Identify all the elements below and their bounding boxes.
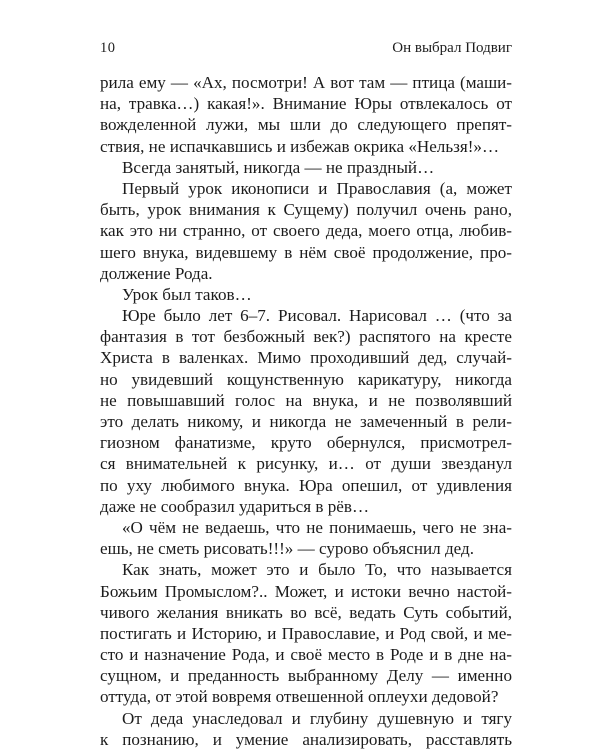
running-title: Он выбрал Подвиг bbox=[392, 40, 512, 56]
text-line: От деда унаследовал и глубину душевную и тягу bbox=[122, 708, 512, 728]
text-line: Первый урок иконописи и Православия (а, может bbox=[122, 178, 512, 198]
text-line: постигать и Историю, и Православие, и Род свой, и ме- bbox=[100, 623, 512, 643]
text-line: на, травка…) какая!». Внимание Юры отвлекалось от bbox=[100, 94, 512, 114]
text-line: сущном, и преданность выбранному Делу — именно bbox=[100, 666, 512, 686]
text-line: Христа в валенках. Мимо проходивший дед, случай- bbox=[100, 348, 512, 368]
body-text bbox=[100, 72, 512, 750]
text-line: чивого желания вникать во всё, ведать Суть событий, bbox=[100, 602, 512, 622]
text-line: Урок был таков… bbox=[122, 284, 252, 304]
text-line: по уху любимого внука. Юра опешил, от удивления bbox=[100, 475, 512, 495]
text-line: сто и назначение Рода, и своё место в Роде и в дне на- bbox=[100, 645, 512, 665]
text-line: ешь, не сметь рисовать!!!» — сурово объяснил дед. bbox=[100, 539, 474, 559]
text-line: должение Рода. bbox=[100, 263, 213, 283]
page-header bbox=[100, 38, 512, 58]
text-line: не повышавший голос на внука, и не позволявший bbox=[100, 390, 512, 410]
text-line: шего внука, видевшему в нём своё продолжение, про- bbox=[100, 242, 512, 262]
text-line: Юре было лет 6–7. Рисовал. Нарисовал … (что за bbox=[122, 306, 512, 326]
text-line: это делать никому, и никогда не замеченный в рели- bbox=[100, 412, 512, 431]
text-line: как это ни странно, от своего деда, моего отца, любив- bbox=[100, 221, 512, 241]
text-line: ся внимательней к рисунку, и… от души звезданул bbox=[100, 454, 512, 474]
text-line: Божьим Промыслом?.. Может, и истоки вечно настой- bbox=[100, 581, 512, 601]
text-line: рила ему — «Ах, посмотри! А вот там — птица (маши- bbox=[100, 73, 512, 92]
text-line: Всегда занятый, никогда — не праздный… bbox=[122, 157, 435, 177]
text-line: даже не сообразил удариться в рёв… bbox=[100, 496, 370, 516]
text-line: фантазия в тот безбожный век?) распятого на кресте bbox=[100, 327, 512, 347]
text-line: оттуда, от этой вовремя отвешенной оплеухи дедовой? bbox=[100, 687, 499, 707]
text-line: вожделенной лужи, мы шли до следующего препят- bbox=[100, 115, 512, 135]
text-line: Как знать, может это и было То, что называется bbox=[122, 560, 512, 580]
text-line: «О чём не ведаешь, что не понимаешь, чего не зна- bbox=[122, 517, 512, 537]
text-line: ствия, не испачкавшись и избежав окрика «Нельзя!»… bbox=[100, 136, 500, 156]
text-line: быть, урок внимания к Сущему) получил очень рано, bbox=[100, 200, 512, 220]
text-line: к познанию, и умение анализировать, расставлять bbox=[100, 729, 512, 749]
text-line: гиозном фанатизме, круто обернулся, присмотрел- bbox=[100, 433, 512, 453]
text-line: но увидевший кощунственную карикатуру, никогда bbox=[100, 369, 512, 389]
page-number: 10 bbox=[100, 40, 116, 56]
